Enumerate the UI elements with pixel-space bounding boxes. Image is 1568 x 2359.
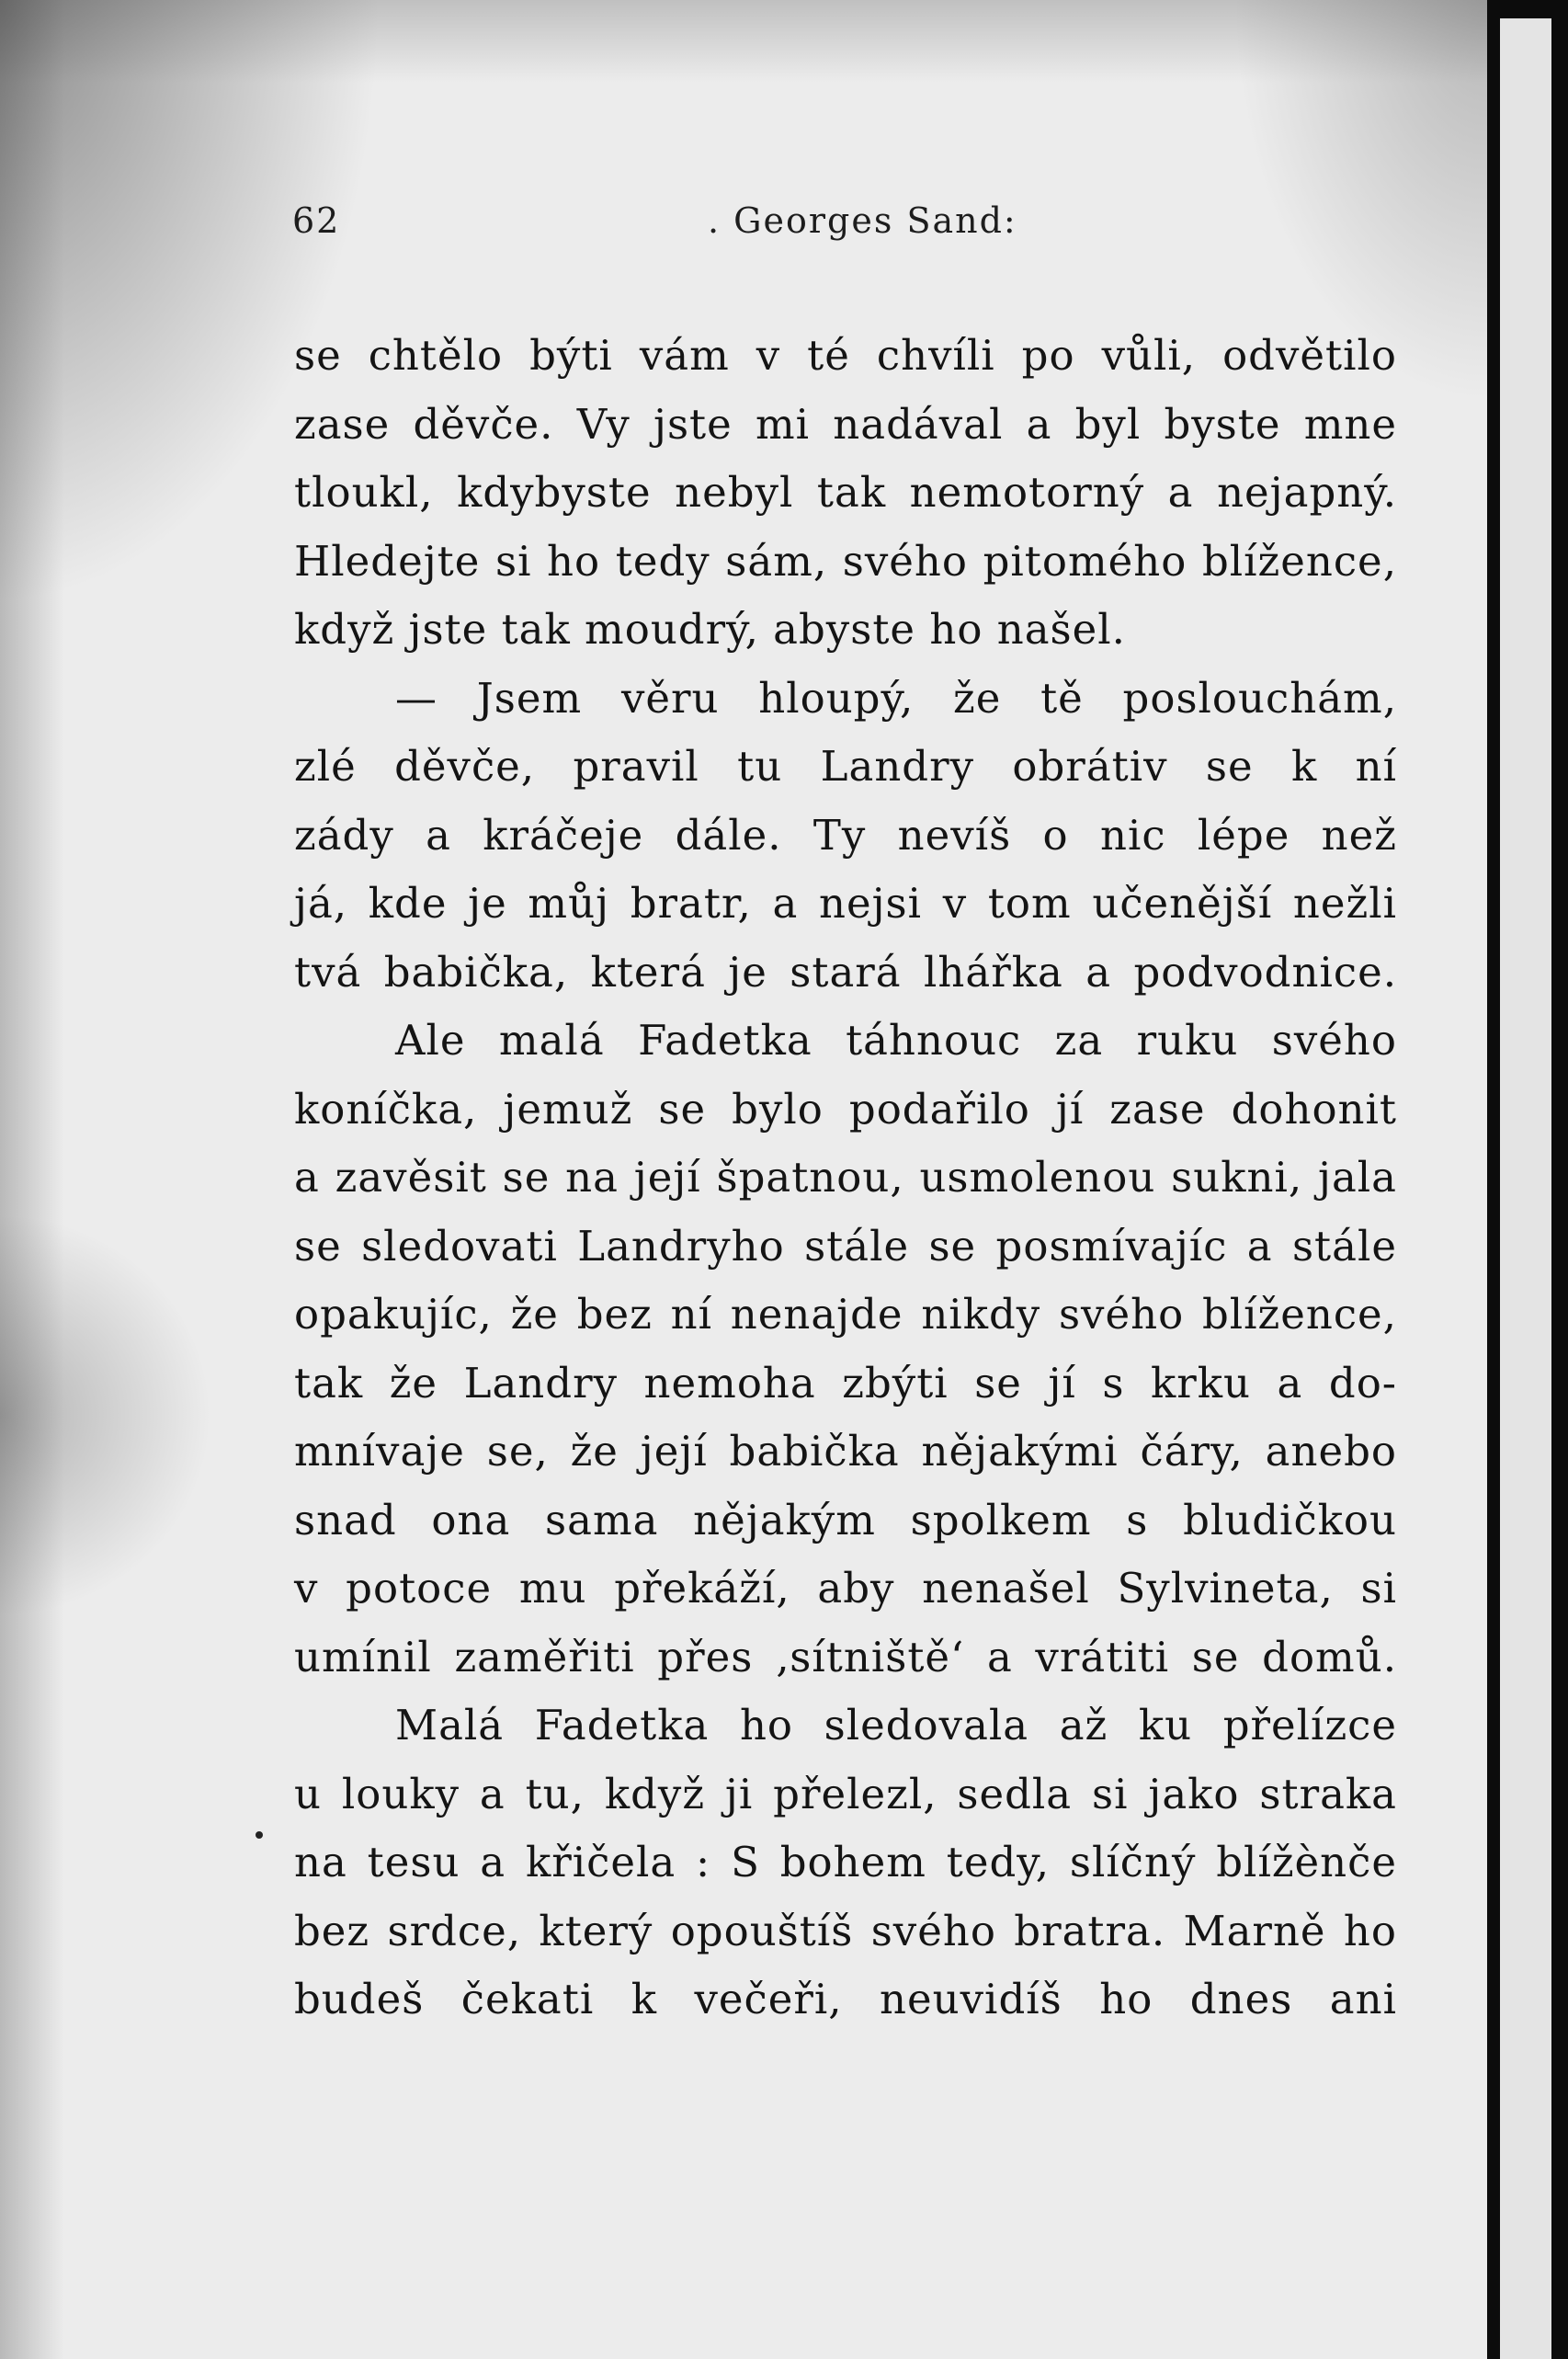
text-line: bez srdce, který opouštíš svého bratra. Marně ho [294, 1906, 1397, 1955]
text-line: tloukl, kdybyste nebyl tak nemotorný a nejapný. [294, 468, 1397, 517]
running-head: . Georges Sand: [708, 200, 1017, 241]
text-line: Malá Fadetka ho sledovala až ku přelízce [395, 1701, 1397, 1749]
text-line: zády a kráčeje dále. Ty nevíš o nic lépe než [294, 810, 1397, 860]
text-line: v potoce mu překáží, aby nenašel Sylvineta, si [294, 1564, 1397, 1613]
text-line: tak že Landry nemoha zbýti se jí s krku a do- [294, 1358, 1397, 1407]
ink-speck [256, 1831, 263, 1839]
text-line: Ale malá Fadetka táhnouc za ruku svého [395, 1016, 1397, 1065]
text-line: snad ona sama nějakým spolkem s bludičkou [294, 1495, 1397, 1544]
text-line: budeš čekati k večeři, neuvidíš ho dnes ani [294, 1975, 1397, 2023]
text-line: koníčka, jemuž se bylo podařilo jí zase dohonit [294, 1084, 1397, 1134]
text-line: opakujíc, že bez ní nenajde nikdy svého blížence, [294, 1290, 1397, 1339]
text-line: zase děvče. Vy jste mi nadával a byl byste mne [294, 399, 1397, 449]
text-line: zlé děvče, pravil tu Landry obrátiv se k ní [294, 742, 1397, 791]
text-line: — Jsem věru hloupý, že tě poslouchám, [395, 673, 1397, 723]
text-line: se chtělo býti vám v té chvíli po vůli, odvětilo [294, 331, 1397, 380]
text-line: na tesu a křičela : S bohem tedy, slíčný blížènče [294, 1838, 1397, 1886]
text-line: a zavěsit se na její špatnou, usmolenou sukni, jala [294, 1153, 1397, 1202]
text-line: já, kde je můj bratr, a nejsi v tom učenější nežli [294, 879, 1397, 928]
body-text [294, 322, 1397, 2034]
text-line: u louky a tu, když ji přelezl, sedla si jako straka [294, 1769, 1397, 1818]
text-line: tvá babička, která je stará lhářka a podvodnice. [294, 947, 1397, 997]
text-line: Hledejte si ho tedy sám, svého pitomého blížence, [294, 536, 1397, 586]
adjacent-page-edge [1500, 18, 1551, 2359]
page-header [292, 200, 1017, 256]
text-line: mnívaje se, že její babička nějakými čáry, anebo [294, 1427, 1397, 1476]
text-line: umínil zaměřiti přes ‚sítniště‘ a vrátiti se domů. [294, 1632, 1397, 1681]
text-line: se sledovati Landryho stále se posmívajíc a stále [294, 1221, 1397, 1271]
page-number: 62 [292, 200, 341, 241]
text-line: když jste tak moudrý, abyste ho našel. [294, 605, 1126, 654]
